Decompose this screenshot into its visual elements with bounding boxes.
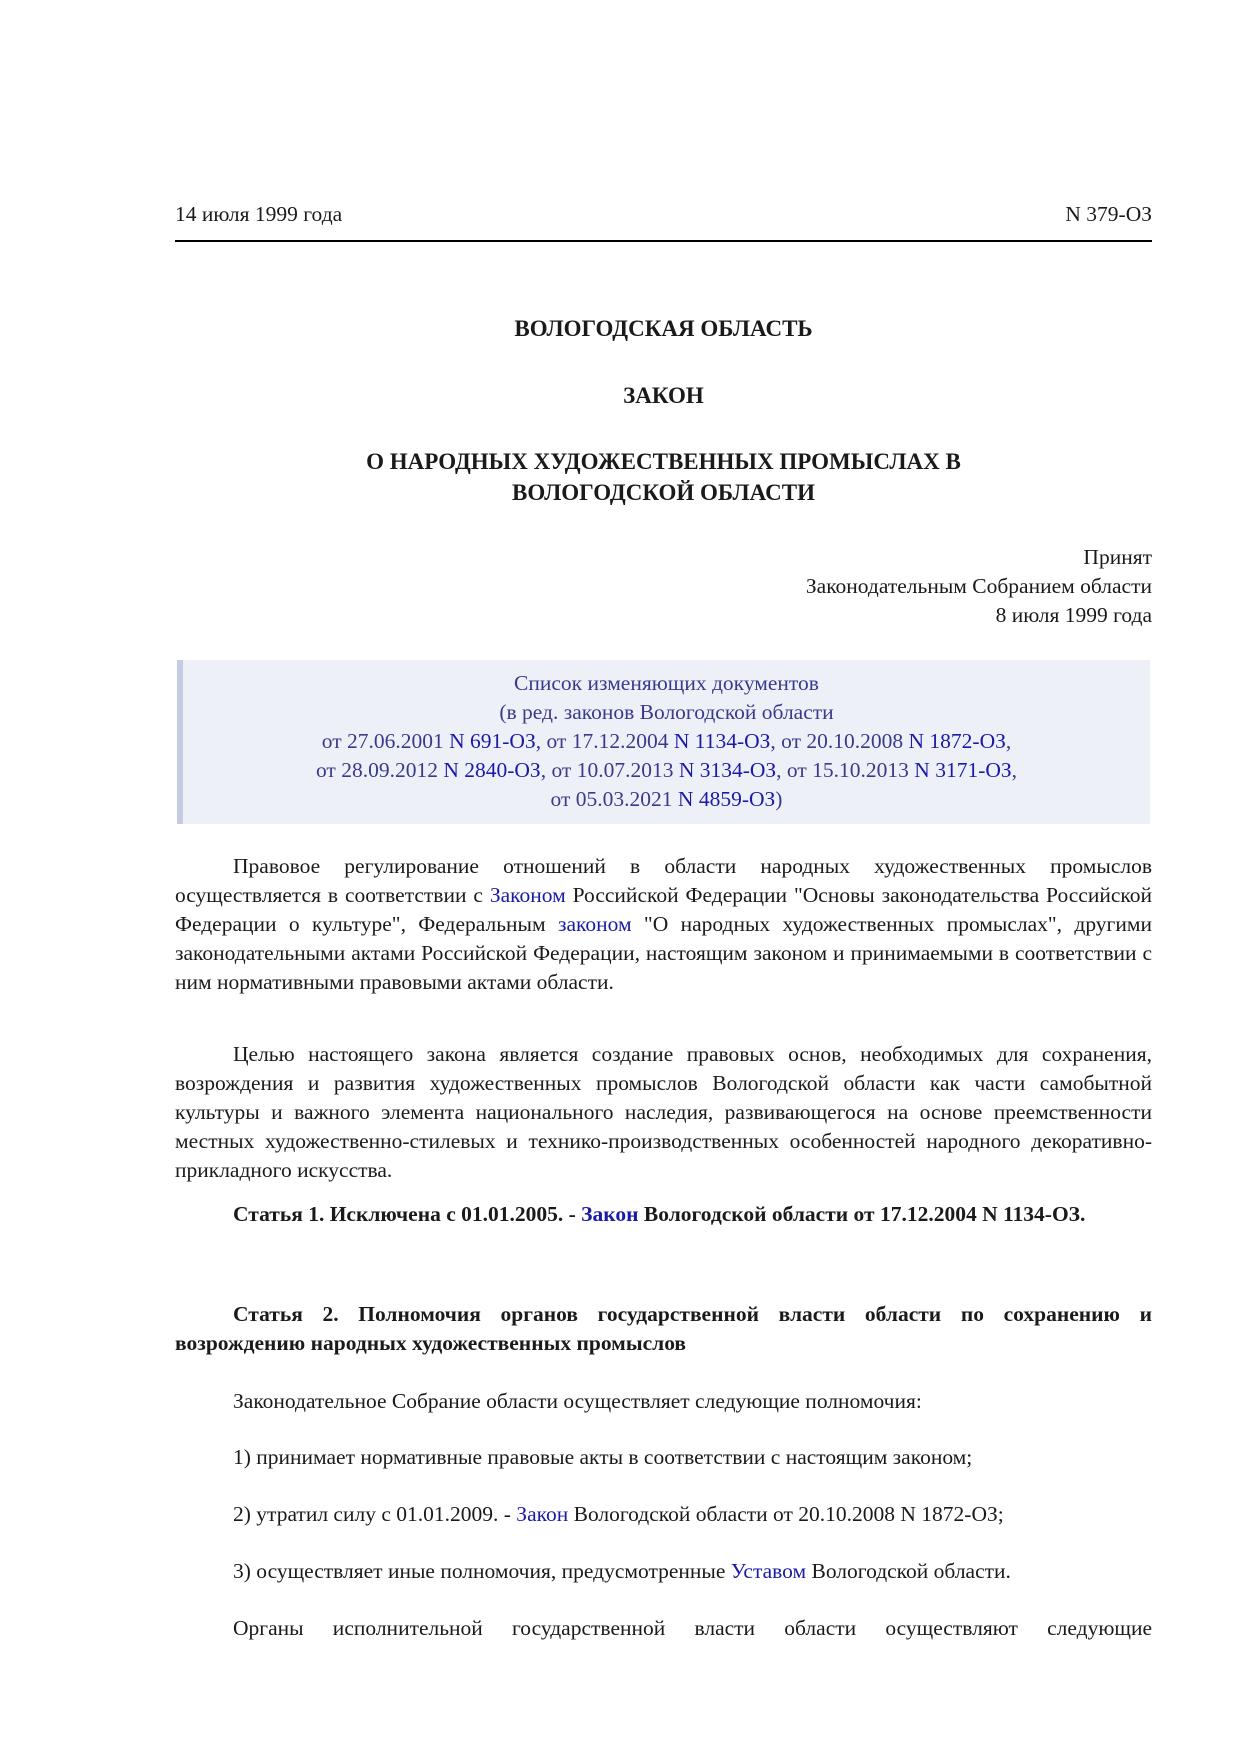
amendment-link-3171[interactable]: N 3171-ОЗ [914,758,1012,782]
document-header [175,201,1152,231]
amendment-link-691[interactable]: N 691-ОЗ [449,729,536,753]
amendments-row-3: от 05.03.2021 N 4859-ОЗ) [550,787,783,811]
law-title-line-2: ВОЛОГОДСКОЙ ОБЛАСТИ [512,480,815,505]
article-1-law-link[interactable]: Закон [581,1202,639,1226]
amendments-box [177,660,1150,824]
culture-law-link[interactable]: Законом [489,883,566,907]
amendments-intro: (в ред. законов Вологодской области [499,700,834,724]
amendment-link-2840[interactable]: N 2840-ОЗ [443,758,541,782]
amendments-row-2: от 28.09.2012 N 2840-ОЗ, от 10.07.2013 N 3134-ОЗ, от 15.10.2013 N 3171-ОЗ, [315,758,1018,782]
preamble-paragraph-1: Правовое регулирование отношений в области народных художественных промыслов осуществляется в соответствии с Законом Российской Федерации "Основы законодательства Российской Федерации о культуре", Федеральным законом "О народных художественных промыслах", другими законодательными актами Российской Федерации, настоящим законом и принимаемыми в соответствии с ним нормативными правовыми актами области. [175,854,1152,994]
amendment-link-1134[interactable]: N 1134-ОЗ [673,729,771,753]
executive-powers-intro: Органы исполнительной государственной власти области осуществляют следующие [233,1616,1152,1640]
law-kind-heading: ЗАКОН [623,383,704,408]
amendments-row-1: от 27.06.2001 N 691-ОЗ, от 17.12.2004 N 1134-ОЗ, от 20.10.2008 N 1872-ОЗ, [321,729,1012,753]
amendment-link-4859[interactable]: N 4859-ОЗ [677,787,776,811]
article-2-item-3: 3) осуществляет иные полномочия, предусмотренные Уставом Вологодской области. [233,1559,1011,1583]
adoption-block [175,543,1152,630]
crafts-federal-law-link[interactable]: законом [557,912,632,936]
article-2-title: Статья 2. Полномочия органов государственной власти области по сохранению и возрождению народных художественных промыслов [175,1302,1152,1355]
article-2-intro: Законодательное Собрание области осуществляет следующие полномочия: [233,1389,922,1413]
article-1: Статья 1. Исключена с 01.01.2005. - Закон Вологодской области от 17.12.2004 N 1134-ОЗ. [233,1202,1086,1226]
adoption-line-1: Принят [1083,545,1152,569]
header-divider [175,240,1152,242]
law-title-line-1: О НАРОДНЫХ ХУДОЖЕСТВЕННЫХ ПРОМЫСЛАХ В [366,449,961,474]
amendment-link-1872[interactable]: N 1872-ОЗ [908,729,1006,753]
law-number: N 379-ОЗ [1065,202,1152,226]
adoption-line-2: Законодательным Собранием области [805,574,1152,598]
law-date: 14 июля 1999 года [175,202,343,226]
article-2-item-2-law-link[interactable]: Закон [516,1502,569,1526]
amendment-link-3134[interactable]: N 3134-ОЗ [678,758,777,782]
charter-link[interactable]: Уставом [730,1559,807,1583]
article-2-item-2: 2) утратил силу с 01.01.2009. - Закон Вологодской области от 20.10.2008 N 1872-ОЗ; [233,1502,1004,1526]
preamble-paragraph-2: Целью настоящего закона является создание правовых основ, необходимых для сохранения, возрождения и развития художественных промыслов Вологодской области как части самобытной культуры и важного элемента национального наследия, развивающегося на основе преемственности местных художественно-стилевых и технико-производственных особенностей народного декоративно-прикладного искусства. [175,1042,1152,1182]
law-title [175,446,1152,508]
amendments-heading: Список изменяющих документов [514,671,819,695]
adoption-line-3: 8 июля 1999 года [995,603,1152,627]
article-2-item-1: 1) принимает нормативные правовые акты в соответствии с настоящим законом; [233,1445,973,1469]
region-heading: ВОЛОГОДСКАЯ ОБЛАСТЬ [514,316,813,341]
